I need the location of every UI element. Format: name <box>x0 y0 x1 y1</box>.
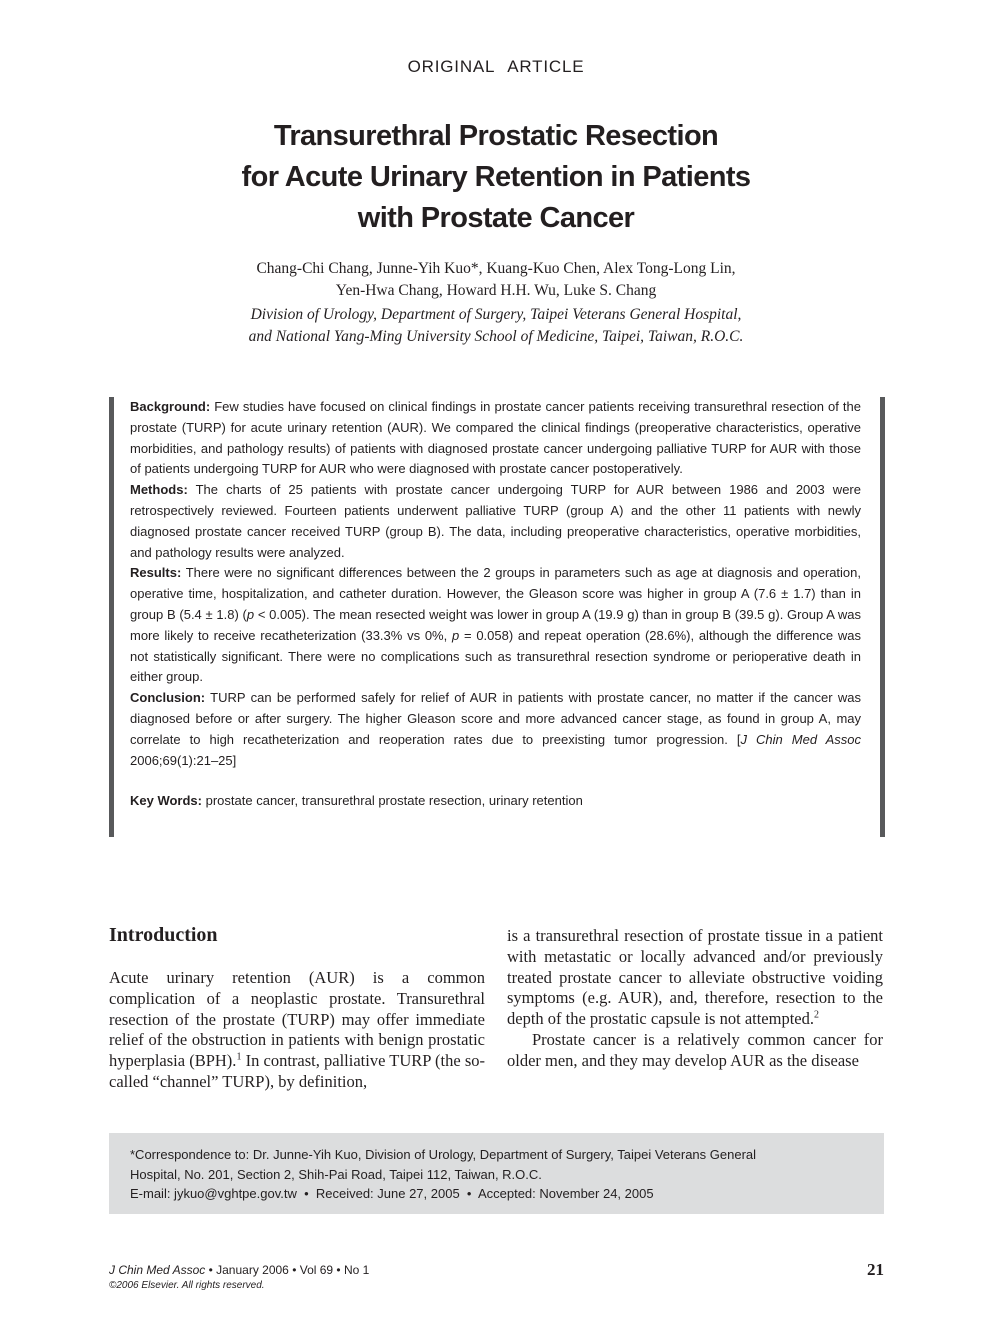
abstract-results <box>130 563 861 688</box>
intro-paragraph-1-continued <box>507 926 883 1030</box>
results-text-3: = 0.058) and repeat operation (28.6%), although the difference was not statistically significant. There were no complications such as transurethral resection syndrome or perioperative death in either group. <box>130 627 862 685</box>
intro-paragraph-1 <box>109 968 485 1093</box>
article-title <box>96 116 896 239</box>
reference-1[interactable]: 1 <box>236 1051 242 1063</box>
correspondence-line-2: Hospital, No. 201, Section 2, Shih-Pai Road, Taipei 112, Taiwan, R.O.C. <box>130 1166 542 1182</box>
authors-line-1: Chang-Chi Chang, Junne-Yih Kuo*, Kuang-Kuo Chen, Alex Tong-Long Lin, <box>256 260 736 277</box>
results-text-1: There were no significant differences between the 2 groups in parameters such as age at diagnosis and operation, operative time, hospitalization, and catheter duration. However, the Gleason score was higher in group A (7.6 ± 1.7) than in group B (5.4 ± 1.8) ( <box>130 565 861 622</box>
abstract-keywords <box>130 791 861 812</box>
background-text: Few studies have focused on clinical findings in prostate cancer patients receiving transurethral resection of the prostate (TURP) for acute urinary retention (AUR). We compared the clinical findings (preoperative characteristics, operative morbidities, and pathology results) of patients with diagnosed prostate cancer undergoing palliative TURP for AUR with those of patients undergoing TURP for AUR who were diagnosed with prostate cancer postoperatively. <box>130 399 861 477</box>
abstract-background <box>130 397 861 480</box>
copyright: ©2006 Elsevier. All rights reserved. <box>109 1280 265 1291</box>
citation-journal: J Chin Med Assoc <box>740 731 862 747</box>
correspondence-line-1: *Correspondence to: Dr. Junne-Yih Kuo, Division of Urology, Department of Surgery, Taipei Veterans General <box>130 1147 757 1162</box>
journal-issue <box>109 1262 369 1278</box>
keywords-text: prostate cancer, transurethral prostate resection, urinary retention <box>205 793 583 809</box>
abstract-conclusion <box>130 688 861 771</box>
correspondence-line-3: E-mail: jykuo@vghtpe.gov.tw • Received: June 27, 2005 • Accepted: November 24, 2005 <box>130 1186 654 1201</box>
issue-details: • January 2006 • Vol 69 • No 1 <box>205 1263 370 1277</box>
abstract-box <box>109 397 885 837</box>
intro-text: is a transurethral resection of prostate tissue in a patient with metastatic or locally advanced and/or previously treated prostate cancer to alleviate obstructive voiding symptoms (e.g. AUR), and, therefore, resection to the depth of the prostatic capsule is not attempted. <box>507 926 883 1029</box>
journal-name: J Chin Med Assoc <box>109 1263 206 1277</box>
background-label: Background: <box>130 399 211 414</box>
body-column-right <box>507 926 883 1072</box>
intro-text: In contrast, palliative TURP (the so-called “channel” TURP), by definition, <box>109 1051 485 1091</box>
p-value-symbol: p <box>246 606 255 622</box>
methods-text: The charts of 25 patients with prostate cancer undergoing TURP for AUR between 1986 and 2003 were retrospectively reviewed. Fourteen patients underwent palliative TURP (group A) and the other 11 patients with newly diagnosed prostate cancer received TURP (group B). The data, including preoperative characteristics, operative morbidities, and pathology results were analyzed. <box>130 482 861 560</box>
title-line-2: for Acute Urinary Retention in Patients <box>241 161 751 193</box>
affiliation-line-2: and National Yang-Ming University School of Medicine, Taipei, Taiwan, R.O.C. <box>248 328 744 345</box>
page-number: 21 <box>867 1260 884 1279</box>
results-label: Results: <box>130 565 182 581</box>
methods-label: Methods: <box>130 482 188 498</box>
intro-text: Acute urinary retention (AUR) is a common complication of a neoplastic prostate. Transurethral resection of the prostate (TURP) may offer immediate relief of the obstruction in patients with benign prostatic hyperplasia (BPH). <box>109 968 485 1071</box>
title-line-3: with Prostate Cancer <box>357 202 635 234</box>
title-line-1: Transurethral Prostatic Resection <box>273 120 719 152</box>
conclusion-text: TURP can be performed safely for relief of AUR in patients with prostate cancer, no matter if the cancer was diagnosed before or after surgery. The higher Gleason score and more advanced cancer stage, as found in group A, may correlate to high recatheterization and reoperation rates due to preexisting tumor progression. [ <box>130 690 861 747</box>
authors-line-2: Yen-Hwa Chang, Howard H.H. Wu, Luke S. Chang <box>335 282 657 299</box>
intro-paragraph-2: Prostate cancer is a relatively common cancer for older men, and they may develop AUR as the disease <box>507 1029 883 1070</box>
introduction-heading: Introduction <box>109 924 218 946</box>
author-list <box>96 258 896 302</box>
keywords-label: Key Words: <box>130 793 202 809</box>
affiliation-line-1: Division of Urology, Department of Surgery, Taipei Veterans General Hospital, <box>250 306 742 323</box>
journal-footer <box>109 1262 369 1294</box>
correspondence-box <box>109 1133 884 1214</box>
affiliation <box>96 304 896 348</box>
section-label: ORIGINAL ARTICLE <box>407 57 585 76</box>
conclusion-label: Conclusion: <box>130 690 206 706</box>
results-text-2: < 0.005). The mean resected weight was lower in group A (19.9 g) than in group B (39.5 g). Group A was more likely to receive recatheterization (33.3% vs 0%, <box>130 606 861 643</box>
abstract-methods <box>130 480 861 563</box>
citation-details: 2006;69(1):21–25] <box>130 752 237 768</box>
reference-2[interactable]: 2 <box>814 1009 819 1021</box>
p-value-symbol: p <box>451 627 460 643</box>
body-column-left <box>109 922 485 1093</box>
